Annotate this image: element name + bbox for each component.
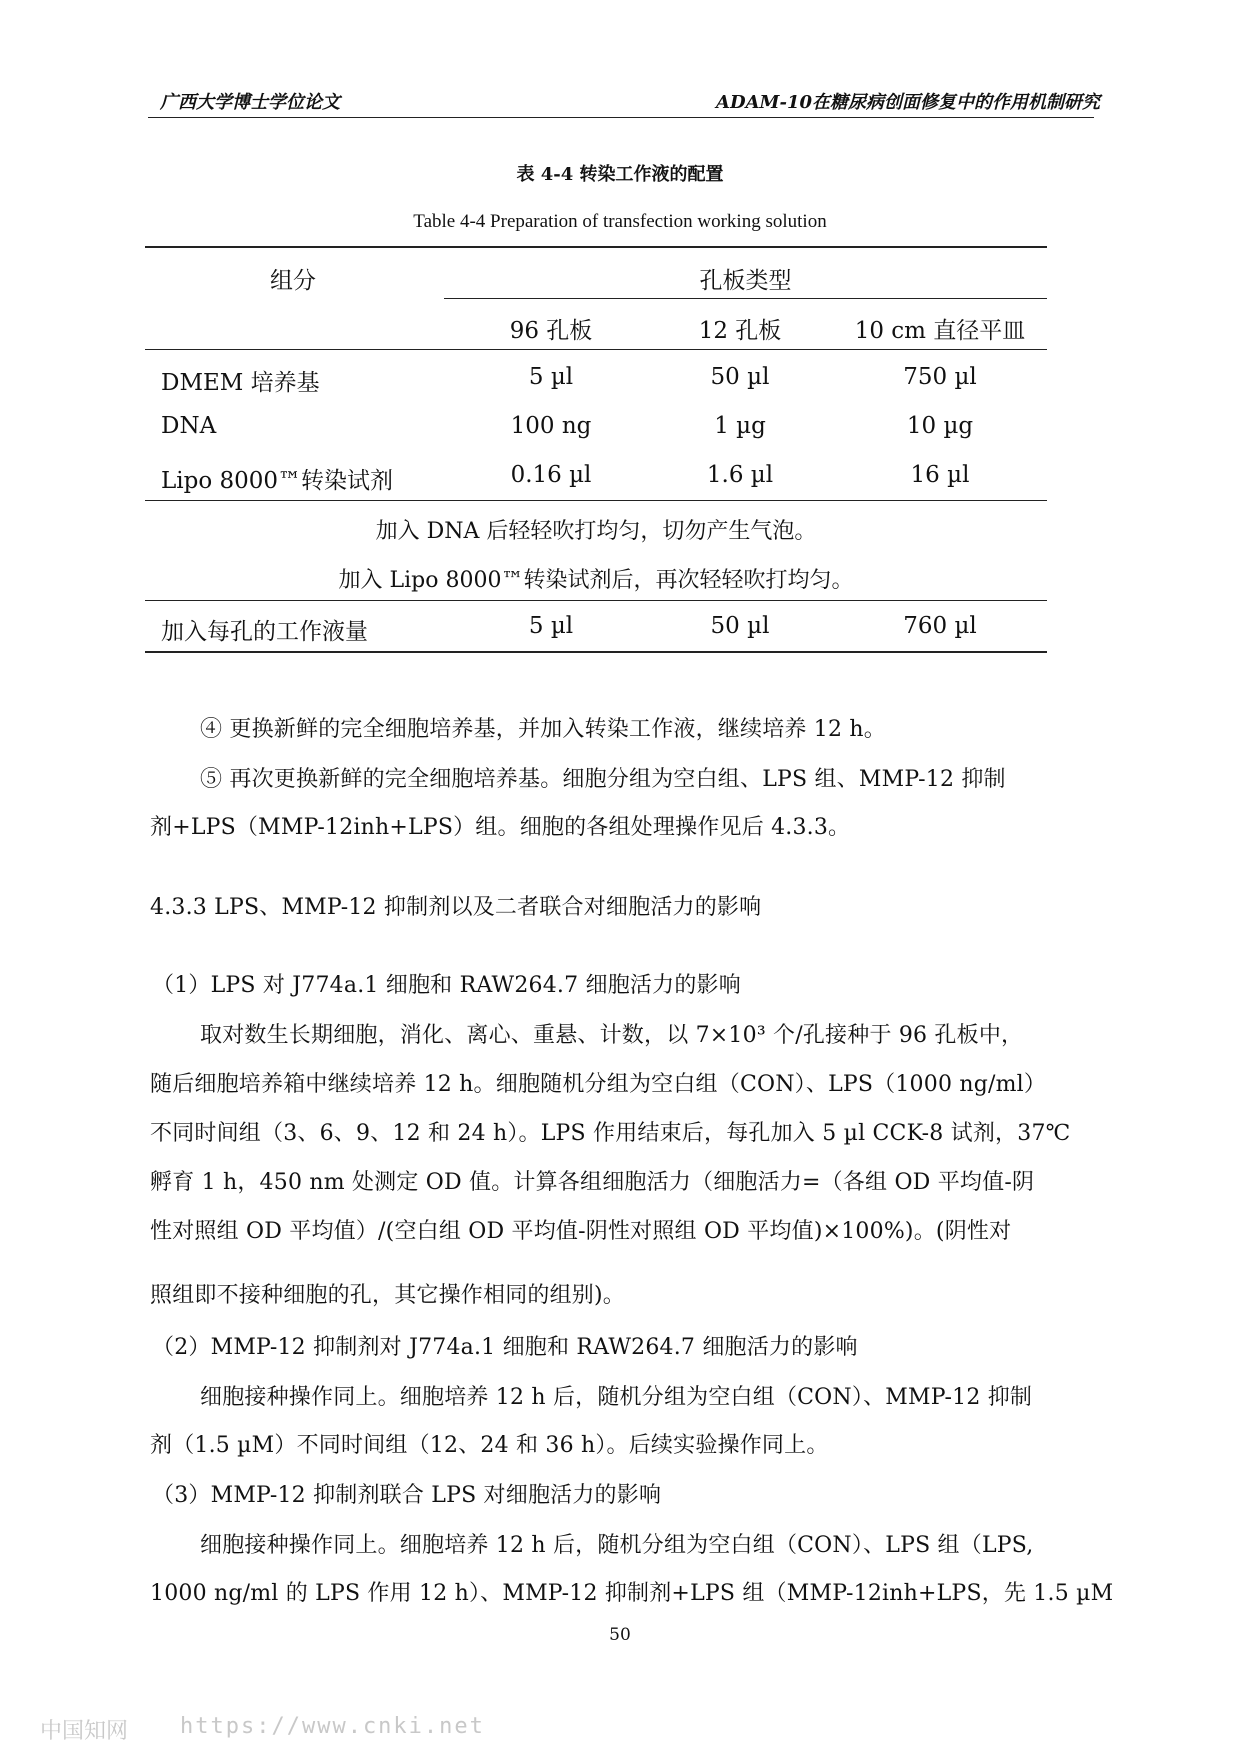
paragraph-line: 随后细胞培养箱中继续培养 12 h。细胞随机分组为空白组（CON）、LPS（1000 ng/ml） [150, 1072, 1047, 1097]
table-cell: 5 µl [528, 364, 574, 390]
step-5-line2: 剂+LPS（MMP-12inh+LPS）组。细胞的各组处理操作见后 4.3.3。 [150, 815, 851, 840]
table-caption-cn: 表 4-4 转染工作液的配置 [516, 164, 724, 185]
subsection-1-title: （1）LPS 对 J774a.1 细胞和 RAW264.7 细胞活力的影响 [152, 973, 741, 998]
paragraph-line: 1000 ng/ml 的 LPS 作用 12 h）、MMP-12 抑制剂+LPS 组（MMP-12inh+LPS，先 1.5 µM [150, 1581, 1114, 1606]
table-cell: 0.16 µl [510, 462, 592, 488]
running-header-right: ADAM-10在糖尿病创面修复中的作用机制研究 [716, 92, 1100, 113]
section-heading: 4.3.3 LPS、MMP-12 抑制剂以及二者联合对细胞活力的影响 [150, 895, 762, 920]
row-label-working-volume: 加入每孔的工作液量 [161, 619, 368, 645]
paragraph-line: 孵育 1 h，450 nm 处测定 OD 值。计算各组细胞活力（细胞活力=（各组 OD 平均值-阴 [150, 1170, 1035, 1195]
paragraph-line: 取对数生长期细胞，消化、离心、重悬、计数，以 7×10³ 个/孔接种于 96 孔板中， [200, 1023, 1024, 1048]
table-header-component: 组分 [270, 268, 316, 294]
page-number: 50 [609, 1625, 631, 1645]
paragraph-line: 不同时间组（3、6、9、12 和 24 h）。LPS 作用结束后，每孔加入 5 µl CCK-8 试剂，37℃ [150, 1121, 1071, 1146]
table-header-bottom-rule [145, 349, 1047, 350]
table-header-subrule [444, 298, 1047, 299]
paragraph-line: 细胞接种操作同上。细胞培养 12 h 后，随机分组为空白组（CON）、MMP-12 抑制 [200, 1385, 1033, 1410]
table-note-2: 加入 Lipo 8000™转染试剂后，再次轻轻吹打均匀。 [338, 568, 854, 593]
row-label-lipo: Lipo 8000™转染试剂 [161, 468, 394, 494]
table-caption-en: Table 4-4 Preparation of transfection working solution [413, 211, 827, 232]
table-cell: 50 µl [710, 364, 770, 390]
table-rule [145, 600, 1047, 601]
cnki-url-link[interactable]: https://www.cnki.net [180, 1714, 485, 1739]
paragraph-line: 性对照组 OD 平均值）/(空白组 OD 平均值-阴性对照组 OD 平均值)×100%)。(阴性对 [150, 1219, 1012, 1244]
header-rule [148, 117, 1094, 118]
table-rule [145, 500, 1047, 501]
table-subheader-10cm: 10 cm 直径平皿 [854, 318, 1026, 344]
running-header-left: 广西大学博士学位论文 [160, 92, 340, 113]
table-cell: 750 µl [903, 364, 977, 390]
table-cell: 1 µg [714, 413, 766, 439]
cnki-site-name: 中国知网 [40, 1719, 129, 1744]
row-label-dna: DNA [161, 413, 217, 439]
paragraph-line: 剂（1.5 µM）不同时间组（12、24 和 36 h）。后续实验操作同上。 [150, 1433, 829, 1458]
paragraph-line: 细胞接种操作同上。细胞培养 12 h 后，随机分组为空白组（CON）、LPS 组（LPS, [200, 1533, 1034, 1558]
table-cell: 5 µl [528, 613, 574, 639]
table-subheader-12: 12 孔板 [698, 318, 782, 344]
table-cell: 16 µl [910, 462, 970, 488]
table-cell: 1.6 µl [706, 462, 774, 488]
subsection-2-title: （2）MMP-12 抑制剂对 J774a.1 细胞和 RAW264.7 细胞活力的影响 [152, 1335, 858, 1360]
step-5-line1: ⑤ 再次更换新鲜的完全细胞培养基。细胞分组为空白组、LPS 组、MMP-12 抑制 [200, 767, 1006, 792]
table-cell: 50 µl [710, 613, 770, 639]
row-label-dmem: DMEM 培养基 [161, 370, 320, 396]
table-cell: 100 ng [510, 413, 592, 439]
table-subheader-96: 96 孔板 [509, 318, 593, 344]
table-header-plate-type: 孔板类型 [699, 268, 792, 294]
table-top-rule [145, 246, 1047, 248]
table-note-1: 加入 DNA 后轻轻吹打均匀，切勿产生气泡。 [375, 519, 817, 544]
step-4: ④ 更换新鲜的完全细胞培养基，并加入转染工作液，继续培养 12 h。 [200, 717, 886, 742]
table-bottom-rule [145, 651, 1047, 653]
paragraph-line: 照组即不接种细胞的孔，其它操作相同的组别)。 [150, 1283, 625, 1308]
table-cell: 10 µg [906, 413, 974, 439]
subsection-3-title: （3）MMP-12 抑制剂联合 LPS 对细胞活力的影响 [152, 1483, 662, 1508]
table-cell: 760 µl [903, 613, 977, 639]
